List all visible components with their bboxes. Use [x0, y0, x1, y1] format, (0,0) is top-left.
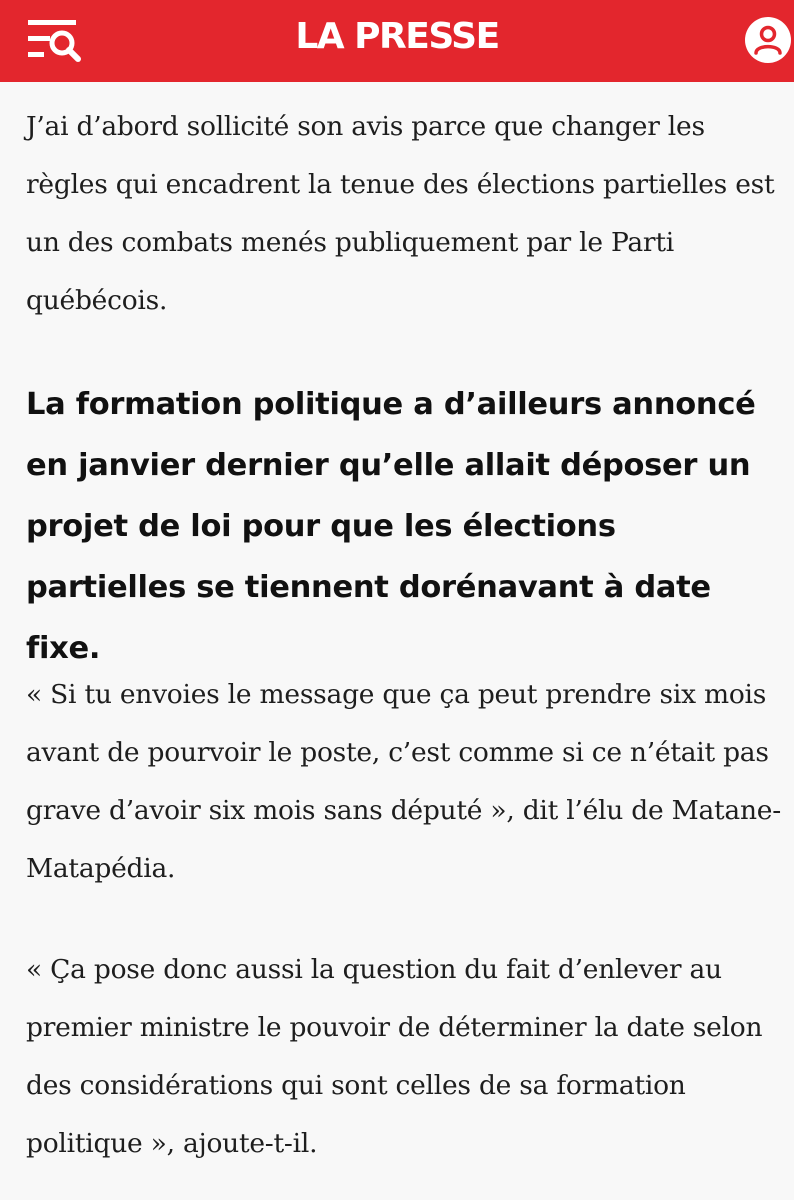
account-button[interactable] [744, 16, 792, 64]
article-paragraph: « Ça pose donc aussi la question du fait d’enlever au premier ministre le pouvoir de déterminer la date selon des considérations qui sont celles de sa formation politique », ajoute-t-il. [26, 954, 763, 1159]
user-account-icon [744, 16, 792, 64]
article-paragraph: J’ai d’abord sollicité son avis parce que changer les règles qui encadrent la tenue des élections partielles est un des combats menés publiquement par le Parti québécois. [26, 111, 775, 316]
pull-quote: La formation politique a d’ailleurs annoncé en janvier dernier qu’elle allait déposer un projet de loi pour que les élections partielles se tiennent dorénavant à date fixe. [26, 387, 756, 666]
article-paragraph: « Si tu envoies le message que ça peut prendre six mois avant de pourvoir le poste, c’est comme si ce n’était pas grave d’avoir six mois sans député », dit l’élu de Matane-Matapédia. [26, 679, 781, 884]
brand-logo[interactable]: LA PRESSE [295, 16, 499, 57]
top-bar [0, 0, 794, 82]
